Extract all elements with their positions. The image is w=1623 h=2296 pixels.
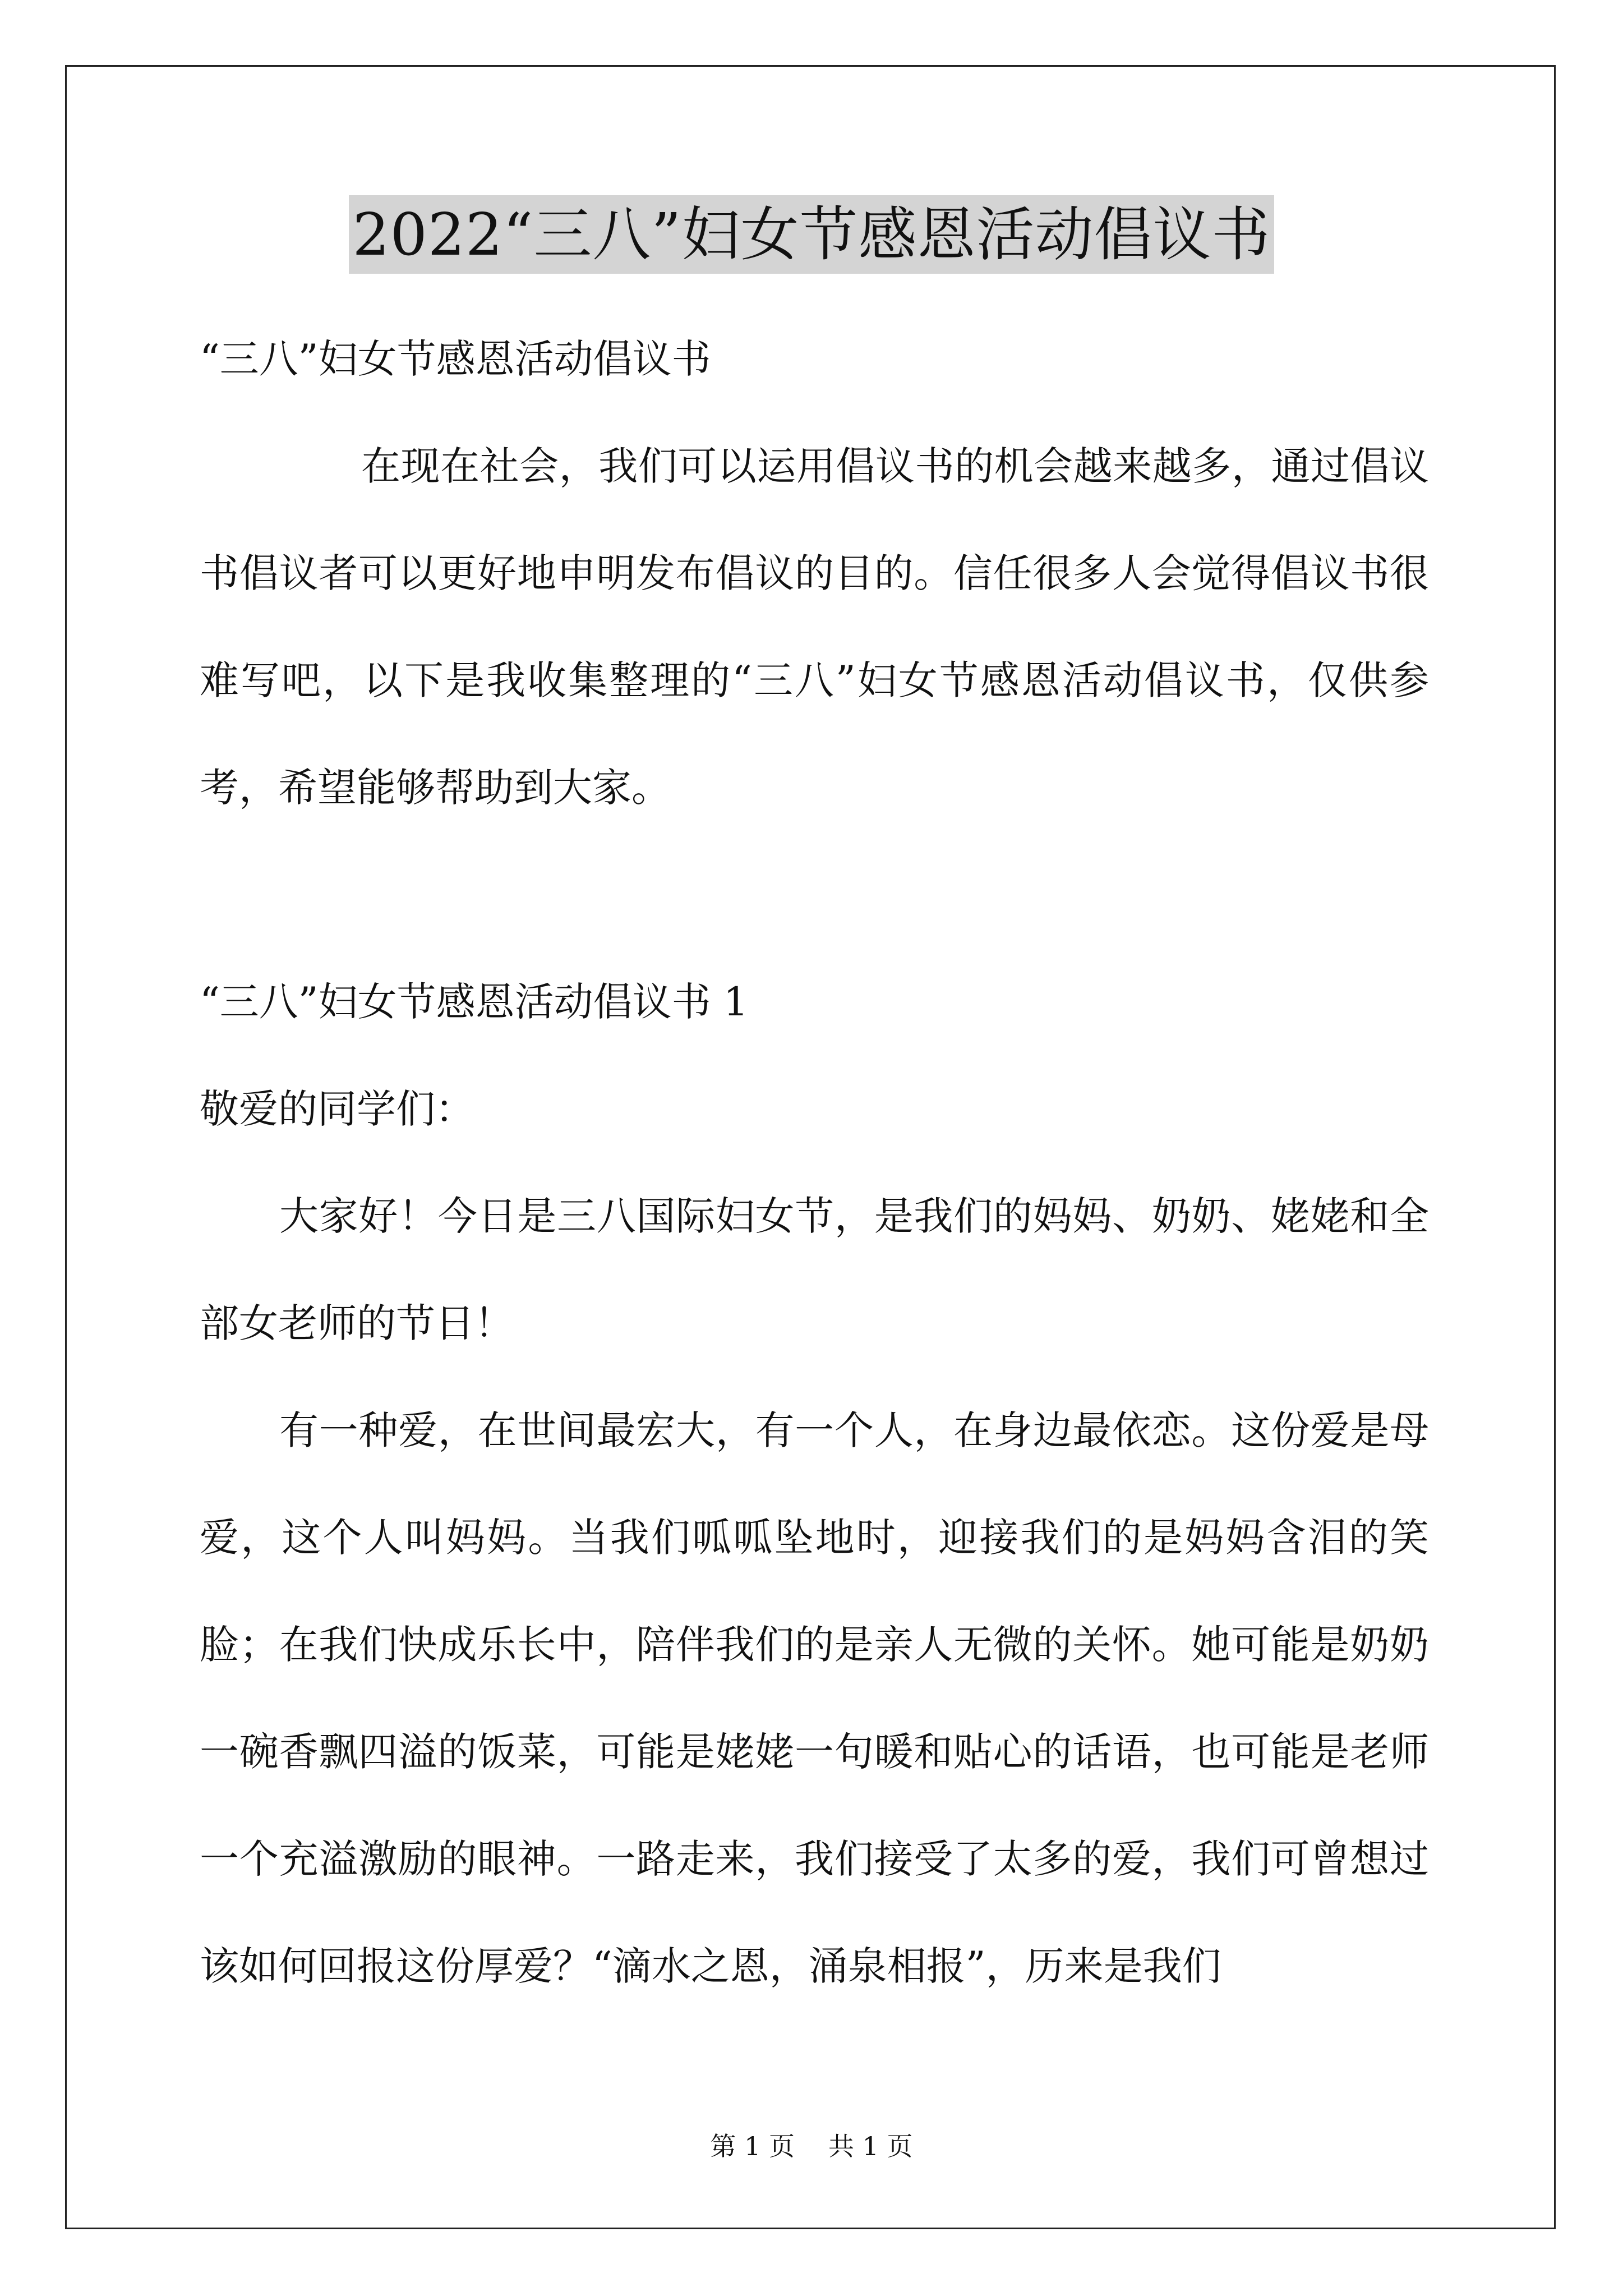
intro-paragraph: 在现在社会，我们可以运用倡议书的机会越来越多，通过倡议书倡议者可以更好地申明发布倡议的目的。信任很多人会觉得倡议书很难写吧，以下是我收集整理的“三八”妇女节感恩活动倡议书，仅供参考，希望能够帮助到大家。 bbox=[200, 443, 1429, 811]
section-heading: “三八”妇女节感恩活动倡议书 1 bbox=[200, 979, 749, 1025]
page-number-current: 第 1 页 bbox=[710, 2131, 795, 2161]
page-number-total: 共 1 页 bbox=[828, 2131, 913, 2161]
document-body bbox=[200, 306, 1429, 2020]
document-subtitle: “三八”妇女节感恩活动倡议书 bbox=[200, 336, 711, 382]
body-paragraph-2: 有一种爱，在世间最宏大，有一个人，在身边最依恋。这份爱是母爱，这个人叫妈妈。当我们呱呱坠地时，迎接我们的是妈妈含泪的笑脸；在我们快成乐长中，陪伴我们的是亲人无微的关怀。她可能是奶奶一碗香飘四溢的饭菜，可能是姥姥一句暖和贴心的话语，也可能是老师一个充溢激励的眼神。一路走来，我们接受了太多的爱，我们可曾想过该如何回报这份厚爱？“滴水之恩，涌泉相报”，历来是我们 bbox=[200, 1407, 1429, 1989]
page-footer bbox=[0, 2129, 1623, 2163]
blank-line bbox=[200, 841, 1429, 949]
document-title: 2022“三八”妇女节感恩活动倡议书 bbox=[349, 195, 1274, 274]
title-container bbox=[0, 195, 1623, 274]
body-paragraph-1: 大家好！今日是三八国际妇女节，是我们的妈妈、奶奶、姥姥和全部女老师的节日！ bbox=[200, 1193, 1429, 1346]
salutation: 敬爱的同学们： bbox=[200, 1086, 474, 1132]
